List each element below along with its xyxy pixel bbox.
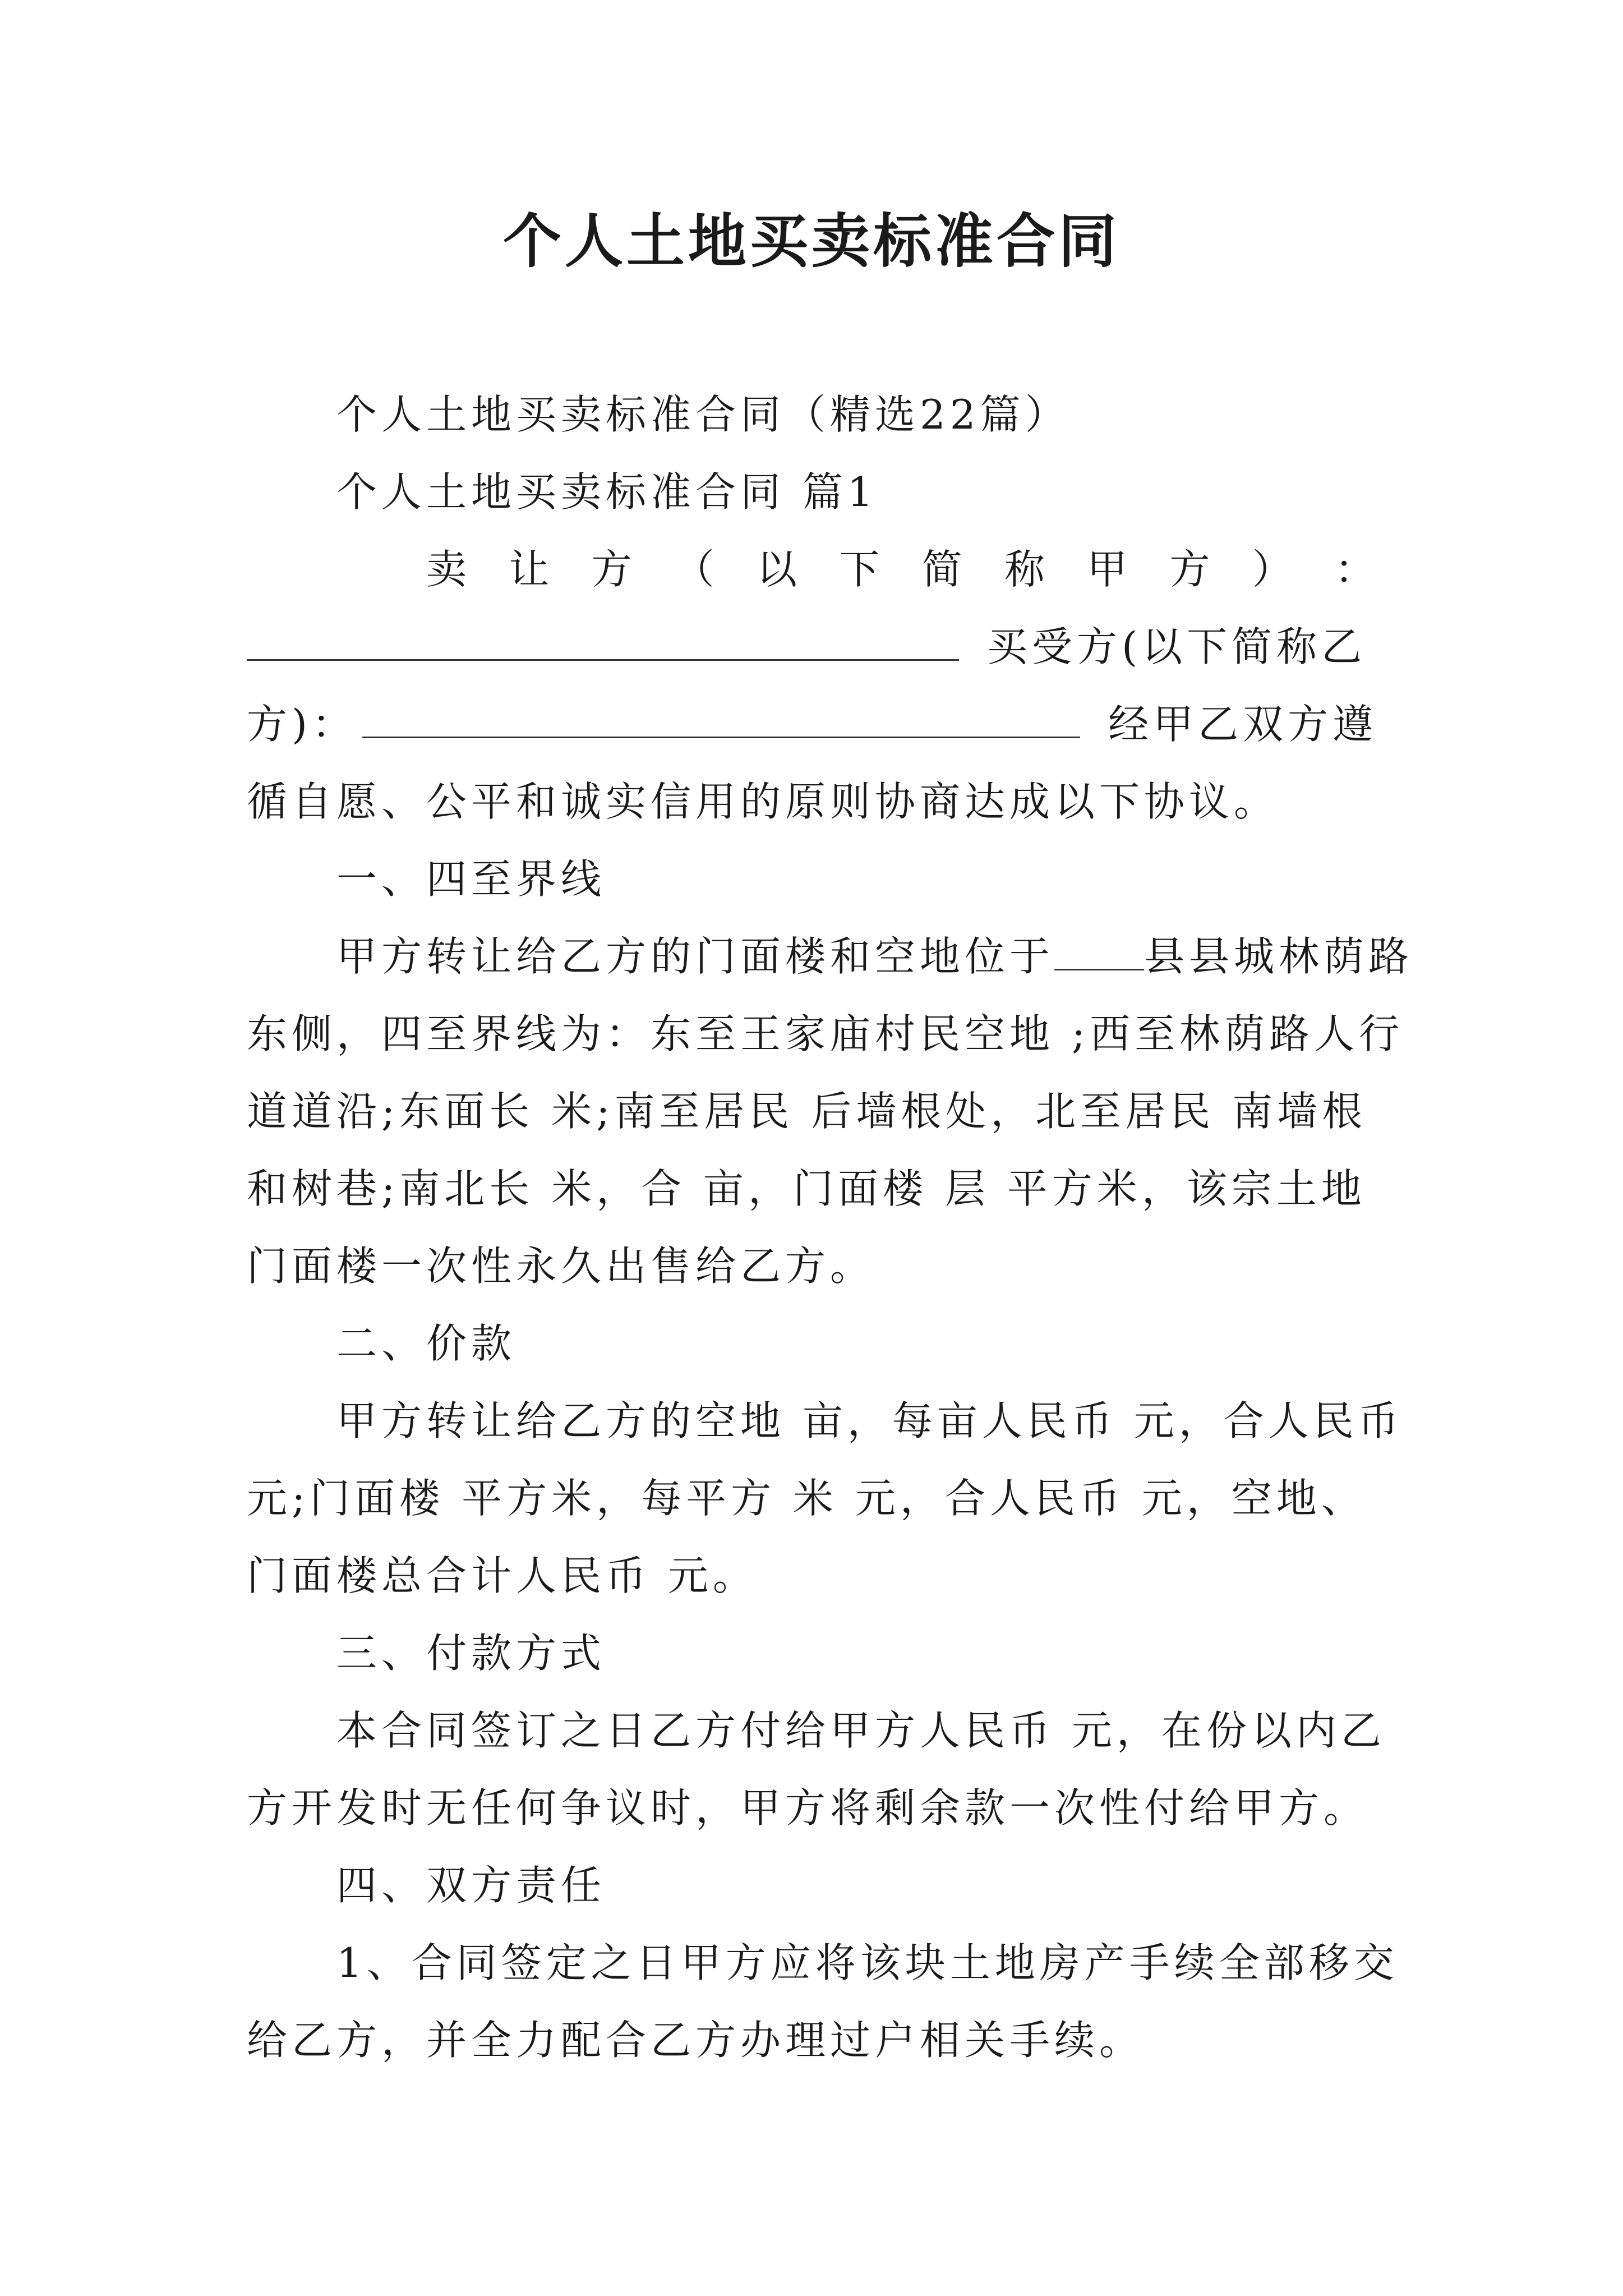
seller-label-char: ： [1334, 546, 1380, 593]
agreement-tail: 经甲乙双方遵 [1108, 701, 1378, 748]
seller-label [247, 531, 1380, 608]
section-3-line: 方开发时无任何争议时，甲方将剩余款一次性付给甲方。 [247, 1784, 1369, 1832]
buyer-label-cont: 方)： [247, 701, 357, 748]
agreement-line-1 [247, 685, 1380, 763]
section-3-paragraph: 本合同签订之日乙方付给甲方人民币 元，在份以内乙 [336, 1707, 1386, 1754]
section-1-paragraph [247, 918, 1414, 995]
seller-label-char: 下 [839, 546, 884, 593]
section-1-line: 门面楼一次性永久出售给乙方。 [247, 1243, 875, 1290]
subtitle: 个人土地买卖标准合同（精选22篇） [336, 391, 1070, 438]
seller-label-char: 方 [1169, 546, 1215, 593]
seller-label-char: 以 [757, 546, 802, 593]
section-1-line: 东侧，四至界线为：东至王家庙村民空地 ;西至林荫路人行 [247, 1010, 1404, 1057]
seller-name-blank [247, 620, 959, 661]
seller-label-char: 方 [591, 546, 637, 593]
seller-label-char: 简 [921, 546, 967, 593]
section-3-heading: 三、付款方式 [336, 1630, 606, 1677]
section-1-text-a: 甲方转让给乙方的门面楼和空地位于 [336, 933, 1055, 980]
buyer-line [247, 608, 1380, 685]
document-body [247, 376, 1414, 2079]
section-2-paragraph: 甲方转让给乙方的空地 亩，每亩人民币 元，合人民币 [336, 1397, 1403, 1444]
section-2-heading: 二、价款 [336, 1320, 517, 1367]
seller-label-char: （ [674, 546, 719, 593]
seller-label-char: 称 [1004, 546, 1049, 593]
seller-label-char: 甲 [1087, 546, 1132, 593]
section-4-line: 给乙方，并全力配合乙方办理过户相关手续。 [247, 2017, 1145, 2064]
county-blank [1054, 930, 1144, 970]
section-1-heading: 一、四至界线 [336, 855, 606, 903]
section-4-paragraph: 1、合同签定之日甲方应将该块土地房产手续全部移交 [336, 1939, 1399, 1986]
part-heading: 个人土地买卖标准合同 篇1 [336, 468, 878, 516]
section-1-text-b: 县县城林荫路 [1144, 933, 1414, 980]
seller-label-char: 卖 [426, 546, 472, 593]
buyer-label: 买受方(以下简称乙 [987, 623, 1367, 670]
seller-label-char: ） [1252, 546, 1297, 593]
document-title: 个人土地买卖标准合同 [502, 207, 1120, 275]
section-2-line: 门面楼总合计人民币 元。 [247, 1552, 758, 1599]
buyer-name-blank [362, 697, 1080, 738]
section-1-line: 道道沿;东面长 米;南至居民 后墙根处，北至居民 南墙根 [247, 1088, 1367, 1135]
section-1-line: 和树巷;南北长 米，合 亩，门面楼 层 平方米，该宗土地 [247, 1165, 1366, 1212]
seller-label-char: 让 [509, 546, 554, 593]
agreement-line-2: 循自愿、公平和诚实信用的原则协商达成以下协议。 [247, 778, 1279, 825]
section-2-line: 元;门面楼 平方米，每平方 米 元，合人民币 元，空地、 [247, 1475, 1366, 1522]
section-4-heading: 四、双方责任 [336, 1862, 606, 1909]
